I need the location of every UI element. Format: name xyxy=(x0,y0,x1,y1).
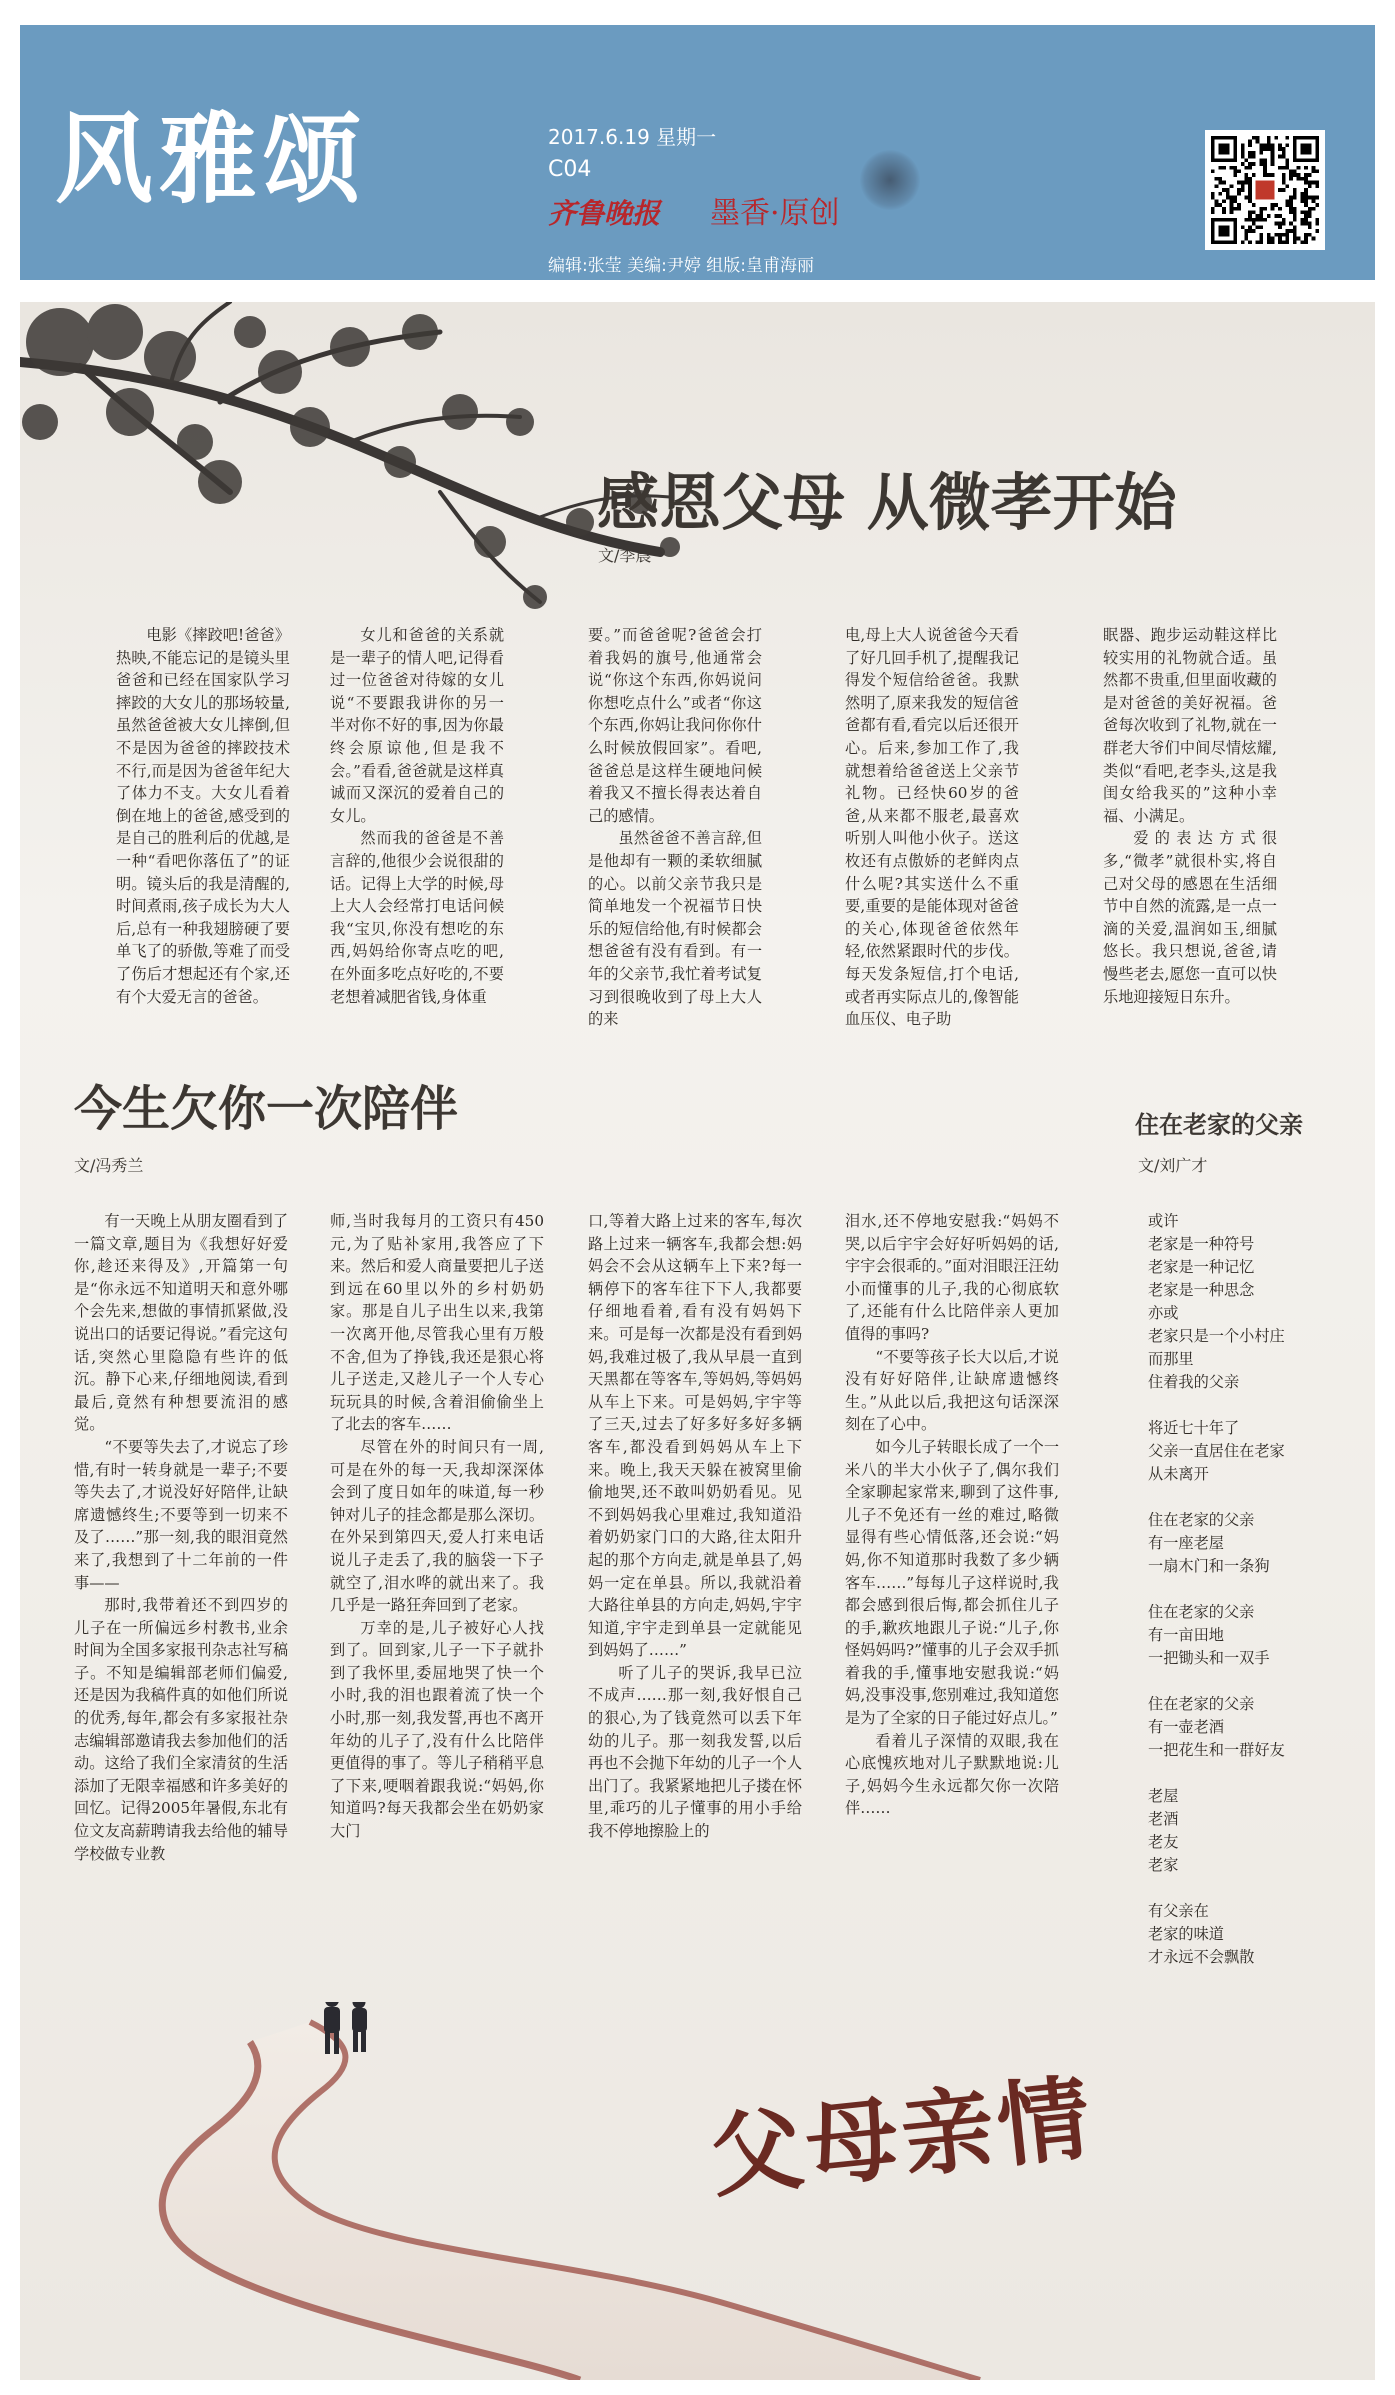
newspaper-name: 齐鲁晚报 xyxy=(548,197,661,230)
poem-line: 有一壶老酒 xyxy=(1148,1718,1224,1736)
poem-line: 老家是一种符号 xyxy=(1148,1235,1255,1253)
paragraph: 口,等着大路上过来的客车,每次路上过来一辆客车,我都会想:妈妈会不会从这辆车上下来?每一辆停下的客车往下下人,我都要仔细地看着,看有没有妈妈下来。可是每一次都是没有看到妈妈,我难过极了,我从早晨一直到天黑都在等客车,等妈妈,等妈妈从车上下来。可是妈妈,宇宇等了三天,过去了好多好多好多辆客车,都没看到妈妈从车上下来。晚上,我天天躲在被窝里偷偷地哭,还不敢叫奶奶看见。见不到妈妈我心里难过,我知道沿着奶奶家门口的大路,往太阳升起的那个方向走,就是单县了,妈妈一定在单县。所以,我就沿着大路往单县的方向走,妈妈,宇宇知道,宇宇走到单县一定就能见到妈妈了……” xyxy=(588,1212,802,1660)
article1-byline: 文/李晨 xyxy=(598,546,652,565)
poem-line: 一扇木门和一条狗 xyxy=(1148,1557,1270,1575)
article2-title: 今生欠你一次陪伴 xyxy=(74,1081,459,1137)
paragraph: 有一天晚上从朋友圈看到了一篇文章,题目为《我想好好爱你,趁还来得及》,开篇第一句是“你永远不知道明天和意外哪个会先来,想做的事情抓紧做,没说出口的话要记得说。”看完这句话,突然心里隐隐有些许的低沉。静下心来,仔细地阅读,看到最后,竟然有种想要流泪的感觉。 xyxy=(74,1212,288,1434)
calligraphy-heading: 父母亲情 xyxy=(705,2063,1099,2211)
page-header xyxy=(20,25,1375,280)
poem-line: 父亲一直居住在老家 xyxy=(1148,1442,1285,1460)
qr-code-icon xyxy=(1211,136,1319,244)
article1-column-4 xyxy=(845,624,1019,1031)
poem-line: 住在老家的父亲 xyxy=(1148,1695,1255,1713)
article2-column-1 xyxy=(74,1210,288,1865)
article1-column-5 xyxy=(1103,624,1277,1008)
paragraph: 看着儿子深情的双眼,我在心底愧疚地对儿子默默地说:儿子,妈妈今生永远都欠你一次陪伴…… xyxy=(845,1731,1059,1818)
issue-date: 2017.6.19 星期一 xyxy=(548,125,717,149)
poem-line: 亦或 xyxy=(1148,1304,1179,1322)
page-code: C04 xyxy=(548,157,592,182)
poem-line: 老家的味道 xyxy=(1148,1925,1224,1943)
article1-column-3 xyxy=(588,624,762,1031)
poem-line: 有父亲在 xyxy=(1148,1902,1209,1920)
poem-line: 老屋 xyxy=(1148,1787,1179,1805)
article2-column-4 xyxy=(845,1210,1059,1820)
paragraph: “不要等失去了,才说忘了珍惜,有时一转身就是一辈子;不要等失去了,才说没好好陪伴,让缺席遗憾终生;不要等到一切来不及了……”那一刻,我的眼泪竟然来了,我想到了十二年前的一件事—— xyxy=(74,1437,288,1592)
article2-byline: 文/冯秀兰 xyxy=(74,1156,144,1175)
poem-line: 将近七十年了 xyxy=(1148,1419,1240,1437)
article1-title: 感恩父母 从微孝开始 xyxy=(597,466,1177,539)
article1-column-1 xyxy=(116,624,290,1008)
poem-line: 住在老家的父亲 xyxy=(1148,1511,1255,1529)
poem-line: 老友 xyxy=(1148,1833,1179,1851)
article2-column-3 xyxy=(588,1210,802,1843)
column-name: 墨香·原创 xyxy=(710,196,840,231)
poem-line: 一把锄头和一双手 xyxy=(1148,1649,1270,1667)
paragraph: 泪水,还不停地安慰我:“妈妈不哭,以后宇宇会好好听妈妈的话,宇宇会很乖的。”面对泪眼汪汪幼小而懂事的儿子,我的心彻底软了,还能有什么比陪伴亲人更加值得的事吗? xyxy=(845,1212,1059,1343)
path-scene-image xyxy=(20,2002,1375,2380)
poem-line: 老家是一种思念 xyxy=(1148,1281,1255,1299)
poem-stanza xyxy=(1148,1601,1358,1670)
paragraph: 尽管在外的时间只有一周,可是在外的每一天,我却深深体会到了度日如年的味道,每一秒钟对儿子的挂念都是那么深切。在外呆到第四天,爱人打来电话说儿子走丢了,我的脑袋一下子就空了,泪水哗的就出来了。我几乎是一路狂奔回到了老家。 xyxy=(330,1437,544,1615)
poem-line: 住在老家的父亲 xyxy=(1148,1603,1255,1621)
poem-line: 从未离开 xyxy=(1148,1465,1209,1483)
poem-line: 老家是一种记忆 xyxy=(1148,1258,1255,1276)
paragraph: 要。”而爸爸呢?爸爸会打着我妈的旗号,他通常会说“你这个东西,你妈说问你想吃点什么”或者“你这个东西,你妈让我问你你什么时候放假回家”。看吧,爸爸总是这样生硬地问候着我又不擅长得表达着自己的感情。 xyxy=(588,626,762,825)
paragraph: 万幸的是,儿子被好心人找到了。回到家,儿子一下子就扑到了我怀里,委屈地哭了快一个小时,我的泪也跟着流了快一个小时,那一刻,我发誓,再也不离开年幼的儿子了,没有什么比陪伴更值得的事了。等儿子稍稍平息了下来,哽咽着跟我说:“妈妈,你知道吗?每天我都会坐在奶奶家大门 xyxy=(330,1618,544,1841)
paragraph: 那时,我带着还不到四岁的儿子在一所偏远乡村教书,业余时间为全国多家报刊杂志社写稿子。不知是编辑部老师们偏爱,还是因为我稿件真的如他们所说的优秀,每年,都会有多家报社杂志编辑部邀请我去参加他们的活动。这给了我们全家清贫的生活添加了无限幸福感和许多美好的回忆。记得2005年暑假,东北有位文友高薪聘请我去给他的辅导学校做专业教 xyxy=(74,1596,288,1863)
poem-line: 老家 xyxy=(1148,1856,1179,1874)
poem-stanza xyxy=(1148,1693,1358,1762)
ink-blot-decoration xyxy=(860,150,920,210)
paragraph: 女儿和爸爸的关系就是一辈子的情人吧,记得看过一位爸爸对待嫁的女儿说“不要跟我讲你的另一半对你不好的事,因为你最终会原谅他,但是我不会。”看看,爸爸就是这样真诚而又深沉的爱着自己的女儿。 xyxy=(330,626,504,825)
poem-stanza xyxy=(1148,1210,1358,1394)
article1-column-2 xyxy=(330,624,504,1008)
poem-line: 才永远不会飘散 xyxy=(1148,1948,1255,1966)
masthead-title: 风雅颂 xyxy=(55,103,368,217)
poem-title: 住在老家的父亲 xyxy=(1135,1111,1303,1139)
poem-stanza xyxy=(1148,1417,1358,1486)
poem-stanza xyxy=(1148,1900,1358,1969)
qr-code[interactable] xyxy=(1205,130,1325,250)
paragraph: 眠器、跑步运动鞋这样比较实用的礼物就合适。虽然都不贵重,但里面收藏的是对爸爸的美好祝福。爸爸每次收到了礼物,就在一群老大爷们中间尽情炫耀,类似“看吧,老李头,这是我闺女给我买的”这种小幸福、小满足。 xyxy=(1103,626,1277,825)
poem-line: 住着我的父亲 xyxy=(1148,1373,1240,1391)
paragraph: 如今儿子转眼长成了一个一米八的半大小伙子了,偶尔我们全家聊起家常来,聊到了这件事,儿子不免还有一丝的难过,略微显得有些心情低落,还会说:“妈妈,你不知道那时我数了多少辆客车……”每每儿子这样说时,我都会感到很后悔,都会抓住儿子的手,歉疚地跟儿子说:“儿子,你怪妈妈吗?”懂事的儿子会双手抓着我的手,懂事地安慰我说:“妈妈,没事没事,您别难过,我知道您是为了全家的日子能过好点儿。” xyxy=(845,1437,1059,1728)
paragraph: 电,母上大人说爸爸今天看了好几回手机了,提醒我记得发个短信给爸爸。我默然明了,原来我发的短信爸爸都有看,看完以后还很开心。后来,参加工作了,我就想着给爸爸送上父亲节礼物。已经快60岁的爸爸,从来都不服老,最喜欢听别人叫他小伙子。送这枚还有点傲娇的老鲜肉点什么呢?其实送什么不重要,重要的是能体现对爸爸的关心,体现爸爸依然年轻,依然紧跟时代的步伐。每天发条短信,打个电话,或者再实际点儿的,像智能血压仪、电子助 xyxy=(845,626,1019,1029)
content-area xyxy=(20,302,1375,2380)
paragraph: 师,当时我每月的工资只有450元,为了贴补家用,我答应了下来。然后和爱人商量要把儿子送到远在60里以外的乡村奶奶家。那是自儿子出生以来,我第一次离开他,尽管我心里有万般不舍,但为了挣钱,我还是狠心将儿子送走,又趁儿子一个人专心玩玩具的时候,含着泪偷偷坐上了北去的客车…… xyxy=(330,1212,544,1434)
poem-line: 老家只是一个小村庄 xyxy=(1148,1327,1285,1345)
poem-body xyxy=(1148,1210,1358,1969)
paragraph: 爱的表达方式很多,“微孝”就很朴实,将自己对父母的感恩在生活细节中自然的流露,是一点一滴的关爱,温润如玉,细腻悠长。我只想说,爸爸,请慢些老去,愿您一直可以快乐地迎接短日东升。 xyxy=(1103,829,1277,1006)
paragraph: 然而我的爸爸是不善言辞的,他很少会说很甜的话。记得上大学的时候,母上大人会经常打电话问候我“宝贝,你没有想吃的东西,妈妈给你寄点吃的吧,在外面多吃点好吃的,不要老想着减肥省钱,身体重 xyxy=(330,829,504,1006)
poem-line: 老酒 xyxy=(1148,1810,1179,1828)
paragraph: 听了儿子的哭诉,我早已泣不成声……那一刻,我好恨自己的狠心,为了钱竟然可以丢下年幼的儿子。那一刻我发誓,以后再也不会抛下年幼的儿子一个人出门了。我紧紧地把儿子搂在怀里,乖巧的儿子懂事的用小手给我不停地擦脸上的 xyxy=(588,1663,802,1841)
paragraph: 虽然爸爸不善言辞,但是他却有一颗的柔软细腻的心。以前父亲节我只是简单地发一个祝福节日快乐的短信给他,有时候都会想爸爸有没有看到。有一年的父亲节,我忙着考试复习到很晚收到了母上大人的来 xyxy=(588,829,762,1029)
poem-byline: 文/刘广才 xyxy=(1138,1156,1208,1175)
poem-line: 一把花生和一群好友 xyxy=(1148,1741,1285,1759)
poem-line: 或许 xyxy=(1148,1212,1179,1230)
poem-stanza xyxy=(1148,1785,1358,1877)
poem-line: 有一座老屋 xyxy=(1148,1534,1224,1552)
poem-line: 有一亩田地 xyxy=(1148,1626,1224,1644)
article2-column-2 xyxy=(330,1210,544,1843)
poem-line: 而那里 xyxy=(1148,1350,1194,1368)
poem-stanza xyxy=(1148,1509,1358,1578)
editor-credits: 编辑:张莹 美编:尹婷 组版:皇甫海丽 xyxy=(548,256,814,276)
paragraph: “不要等孩子长大以后,才说没有好好陪伴,让缺席遗憾终生。”从此以后,我把这句话深深刻在了心中。 xyxy=(845,1347,1059,1434)
paragraph: 电影《摔跤吧!爸爸》热映,不能忘记的是镜头里爸爸和已经在国家队学习摔跤的大女儿的那场较量,虽然爸爸被大女儿摔倒,但不是因为爸爸的摔跤技术不行,而是因为爸爸年纪大了体力不支。大女儿看着倒在地上的爸爸,感受到的是自己的胜利后的优越,是一种“看吧你落伍了”的证明。镜头后的我是清醒的,时间煮雨,孩子成长为大人后,总有一种我翅膀硬了要单飞了的骄傲,等难了而受了伤后才想起还有个家,还有个大爱无言的爸爸。 xyxy=(116,626,290,1006)
